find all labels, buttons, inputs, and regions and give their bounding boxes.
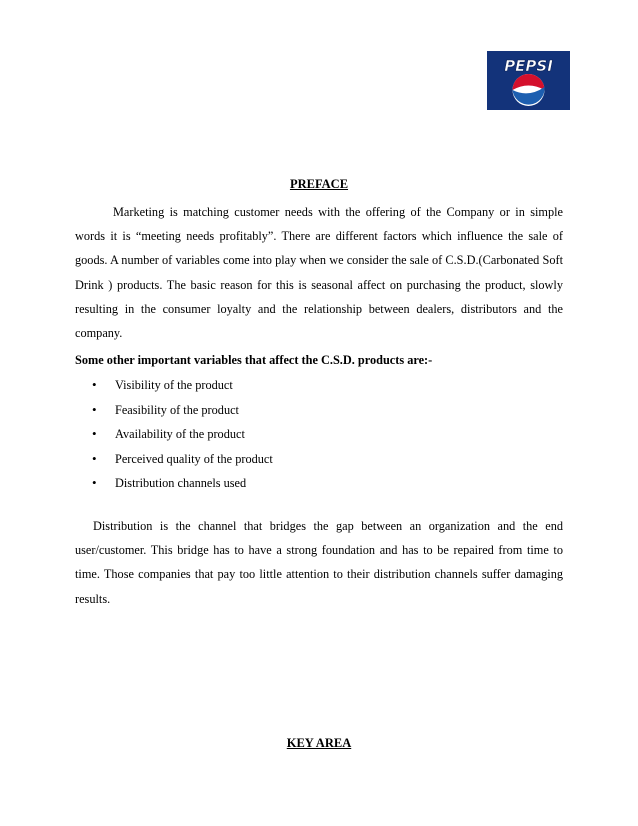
list-item [92, 447, 273, 472]
list-item-text: Feasibility of the product [115, 402, 239, 417]
pepsi-logo [487, 51, 570, 110]
list-item-text: Distribution channels used [115, 476, 247, 490]
bullet-icon: • [92, 401, 97, 417]
variables-list [92, 373, 273, 496]
bullet-icon: • [92, 377, 97, 392]
variables-heading: Some other important variables that affect the C.S.D. products are:- [75, 353, 433, 367]
bullet-icon: • [92, 475, 97, 490]
list-item [92, 422, 273, 447]
list-item [92, 398, 273, 423]
bullet-icon: • [92, 426, 97, 441]
list-item-text: Perceived quality of the product [115, 451, 273, 466]
key-area-title: KEY AREA [286, 736, 352, 750]
preface-title: PREFACE [289, 177, 349, 191]
pepsi-globe-icon [487, 51, 570, 110]
list-item-text: Visibility of the product [115, 378, 233, 392]
bullet-icon: • [92, 450, 97, 466]
list-item [92, 373, 273, 398]
pepsi-logo-text: PEPSI [504, 57, 553, 75]
preface-paragraph: Marketing is matching customer needs with the offering of the Company or in simple words it is “meeting needs profitably”. There are different factors which influence the sale of goods. A number of variables come into play when we consider the sale of C.S.D.(Carbonated Soft Drink ) products. The basic reason for this is seasonal affect on purchasing the product, slowly resulting in the consumer loyalty and the relationship between dealers, distributors and the company. [75, 205, 563, 341]
list-item [92, 471, 273, 496]
distribution-paragraph: Distribution is the channel that bridges the gap between an organization and the end user/customer. This bridge has to have a strong foundation and has to be repaired from time to time. Those companies that pay too little attention to their distribution channels suffer damaging results. [75, 519, 563, 606]
list-item-text: Availability of the product [115, 427, 245, 441]
